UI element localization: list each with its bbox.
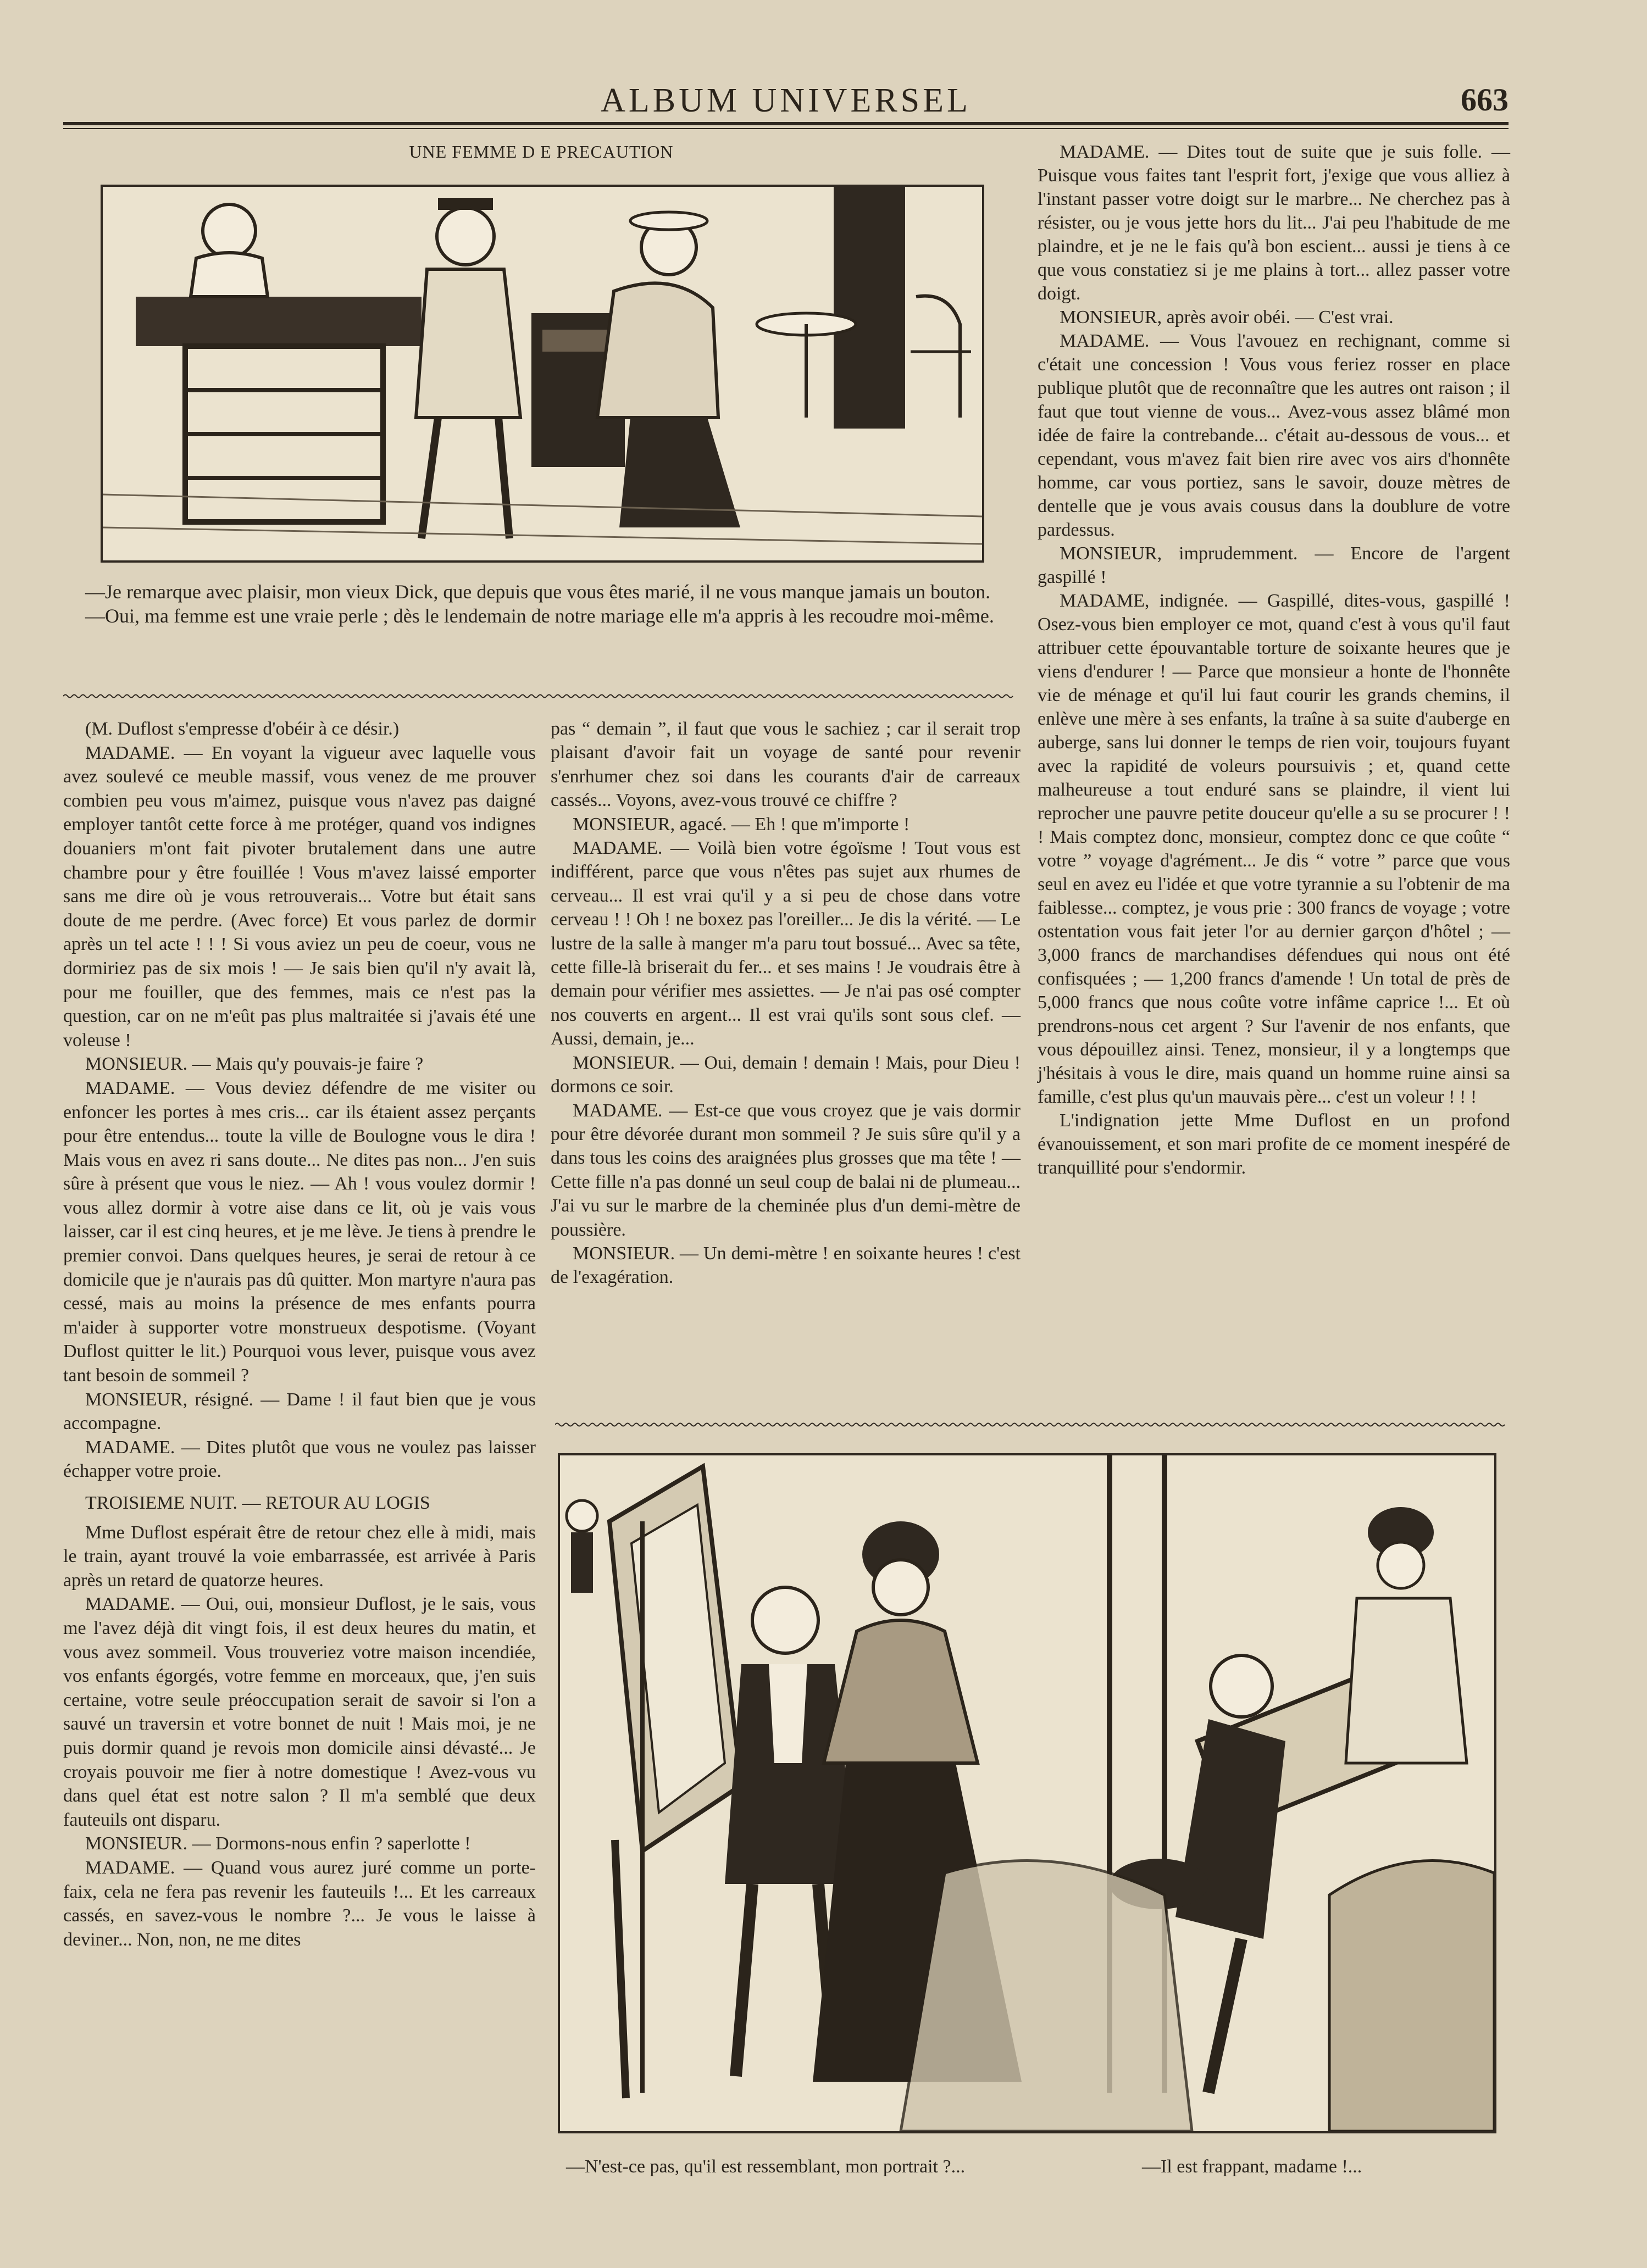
paragraph: MONSIEUR. — Mais qu'y pouvais-je faire ? bbox=[85, 1054, 424, 1075]
paragraph: MADAME. — Vous l'avouez en rechignant, comme si c'était une concession ! Vous vous feriez rosser en place publique plutôt que de reconnaître que les autres ont raison ; il faut que tout vienne de vous... Avez-vous assez blâmé mon idée de faire la contrebande... c'était au-dessous de vous... et cependant, vous m'avez fait bien rire avec vos airs d'honnête homme, car vous portiez, sans le savoir, douze mètres de dentelle que je vous avais cousus dans la doublure de votre pardessus. bbox=[1038, 331, 1510, 540]
section-heading: TROISIEME NUIT. — RETOUR AU LOGIS bbox=[85, 1493, 430, 1513]
paragraph: MONSIEUR, imprudemment. — Encore de l'argent gaspillé ! bbox=[1038, 543, 1510, 587]
masthead-title: ALBUM UNIVERSEL bbox=[601, 82, 971, 119]
ornamental-rule bbox=[555, 1422, 1509, 1427]
masthead-rule-thin bbox=[63, 128, 1509, 129]
cartoon-caption-top bbox=[63, 580, 1008, 628]
paragraph: MONSIEUR, résigné. — Dame ! il faut bien que je vous accompagne. bbox=[63, 1389, 536, 1434]
paragraph: MADAME. — Voilà bien votre égoïsme ! Tout vous est indifférent, parce que vous n'êtes pas sujet aux rhumes de cerveau... Il est vrai qu'il y a si peu de chose dans votre cerveau ! ! Oh ! ne boxez pas l'oreiller... Je dis la vérité. — Le lustre de la salle à manger m'a paru tout bossué... Avec sa tête, cette fille-là briserait du fer... et ses mains ! Je voudrais être à demain pour vérifier mes assiettes. — Je n'ai pas osé compter nos couverts en argent... Il est vrai qu'ils sont sous clef. — Aussi, demain, je... bbox=[551, 838, 1021, 1049]
paragraph: (M. Duflost s'empresse d'obéir à ce désir.) bbox=[85, 719, 400, 739]
ornamental-rule bbox=[63, 693, 1014, 699]
cartoon-title: UNE FEMME D E PRECAUTION bbox=[409, 142, 674, 162]
paragraph: MADAME. — En voyant la vigueur avec laquelle vous avez soulevé ce meuble massif, vous venez de me prouver combien peu vous m'aimez, puisque vous n'avez pas daigné employer tantôt cette force à me protéger, quand vos indignes douaniers m'ont fait pivoter brutalement dans une autre chambre pour y être fouillée ! Vous m'avez laissé emporter sans me dire où je vous retrouverais... Votre but était sans doute de me perdre. (Avec force) Et vous parlez de dormir après un tel acte ! ! ! Si vous aviez un peu de coeur, vous ne dormiriez pas de six mois ! — Je sais bien qu'il n'y avait là, pour me fouiller, que des femmes, mais ce n'est pas la question, car on ne m'eût pas plus maltraitée si j'avais été une voleuse ! bbox=[63, 742, 536, 1050]
caption-line: —Je remarque avec plaisir, mon vieux Dick, que depuis que vous êtes marié, il ne vous manque jamais un bouton. bbox=[85, 581, 991, 603]
paragraph: MONSIEUR. — Un demi-mètre ! en soixante heures ! c'est de l'exagération. bbox=[551, 1243, 1021, 1288]
paragraph: MADAME. — Dites tout de suite que je suis folle. — Puisque vous faites tant l'esprit fort, j'exige que vous alliez à l'instant passer votre doigt sur le marbre... Ne cherchez pas à résister, ou je vous jette hors du lit... J'ai peu l'habitude de me plaindre, et je ne le fais qu'à bon escient... aussi je tiens à ce que vous constatiez si je me plains à tort... allez passer votre doigt. bbox=[1038, 142, 1510, 304]
cartoon-illustration-bottom bbox=[558, 1453, 1496, 2133]
paragraph: MADAME, indignée. — Gaspillé, dites-vous, gaspillé ! Osez-vous bien employer ce mot, quand c'est à vous qu'il faut attribuer cette épouvantable torture de soixante heures que je viens d'endurer ! — Parce que monsieur a honte de l'honnête vie de ménage et qu'il lui faut courir les grands chemins, il enlève une mère à ses enfants, la traîne à sa suite d'auberge en auberge, sans lui donner le temps de rien voir, toujours fuyant avec la rapidité de voleurs poursuivis ; et, quand cette malheureuse a tout enduré sans se plaindre, il vient lui reprocher une pauvre petite douceur qu'elle a su se procurer ! ! ! Mais comptez donc, monsieur, comptez donc ce que coûte “ votre ” voyage d'agrément... Je dis “ votre ” parce que vous seul en avez eu l'idée et que votre tyrannie a su l'obtenir de ma faiblesse... comptez, je vous prie : 300 francs de voyage ; votre ostentation vous fait jeter l'or au dernier garçon d'hôtel ; — 3,000 francs de marchandises défendues qui nous ont été confisquées ; — 1,200 francs d'amende ! Un total de près de 5,000 francs que nous coûte votre infâme caprice !... Et où prendrons-nous cet argent ? Sur l'avenir de nos enfants, que vous dépouillez ainsi. Tenez, monsieur, il y a longtemps que j'hésitais à vous le dire, mais quand un homme ruine ainsi sa famille, c'est plus qu'un mauvais père... c'est un voleur ! ! ! bbox=[1038, 591, 1510, 1107]
paragraph: MONSIEUR. — Dormons-nous enfin ? saperlotte ! bbox=[85, 1833, 471, 1854]
paragraph: MONSIEUR, après avoir obéi. — C'est vrai. bbox=[1060, 307, 1394, 327]
column-right-top bbox=[1038, 140, 1510, 1180]
caption-line: —Oui, ma femme est une vraie perle ; dès le lendemain de notre mariage elle m'a appris à les recoudre moi-même. bbox=[85, 605, 994, 627]
paragraph: MADAME. — Quand vous aurez juré comme un porte-faix, cela ne fera pas revenir les fauteuils !... Et les carreaux cassés, en savez-vous le nombre ?... Je vous le laisse à deviner... Non, non, ne me dites bbox=[63, 1857, 536, 1950]
paragraph: Mme Duflost espérait être de retour chez elle à midi, mais le train, ayant trouvé la voie embarrassée, est arrivée à Paris après un retard de quatorze heures. bbox=[63, 1522, 536, 1591]
paragraph: MADAME. — Oui, oui, monsieur Duflost, je le sais, vous me l'avez déjà dit vingt fois, il est deux heures du matin, et vous avez sommeil. Vous trouveriez votre maison incendiée, vos enfants égorgés, votre femme en morceaux, que, j'en suis certaine, votre seule préoccupation serait de savoir si l'on a sauvé un traversin et votre bonnet de nuit ! Mais moi, je ne puis dormir quand je revois mon domicile ainsi dévasté... Je croyais pouvoir me fier à notre domestique ! Avez-vous vu dans quel état est notre salon ? Il m'a semblé que deux fauteuils ont disparu. bbox=[63, 1594, 536, 1830]
masthead bbox=[63, 77, 1509, 126]
paragraph: pas “ demain ”, il faut que vous le sachiez ; car il serait trop plaisant d'avoir fait un voyage de santé pour revenir s'enrhumer chez soi dans les courants d'air de carreaux cassés... Voyons, avez-vous trouvé ce chiffre ? bbox=[551, 719, 1021, 811]
portrait-studio-drawing bbox=[560, 1455, 1494, 2131]
column-left bbox=[63, 717, 536, 1952]
cafe-scene-drawing bbox=[103, 187, 982, 560]
page-number: 663 bbox=[1461, 82, 1509, 118]
paragraph: MADAME. — Est-ce que vous croyez que je vais dormir pour être dévorée durant mon sommeil ? Je suis sûre qu'il y a dans tous les coins des araignées plus grosses que ma tête ! — Cette fille n'a pas donné un seul coup de balai ni de plumeau... J'ai vu sur le marbre de la cheminée plus d'un demi-mètre de poussière. bbox=[551, 1100, 1021, 1240]
paragraph: MONSIEUR. — Oui, demain ! demain ! Mais, pour Dieu ! dormons ce soir. bbox=[551, 1052, 1021, 1097]
cartoon-caption-left: —N'est-ce pas, qu'il est ressemblant, mon portrait ?... bbox=[566, 2156, 966, 2177]
cartoon-illustration-top bbox=[101, 185, 984, 563]
cartoon-caption-right: —Il est frappant, madame !... bbox=[1142, 2156, 1362, 2177]
paragraph: MONSIEUR, agacé. — Eh ! que m'importe ! bbox=[573, 814, 910, 835]
column-middle bbox=[551, 717, 1021, 1289]
paragraph: L'indignation jette Mme Duflost en un profond évanouissement, et son mari profite de ce moment inespéré de tranquillité pour s'endormir. bbox=[1038, 1110, 1510, 1178]
masthead-rule bbox=[63, 122, 1509, 125]
paragraph: MADAME. — Dites plutôt que vous ne voulez pas laisser échapper votre proie. bbox=[63, 1437, 536, 1482]
paragraph: MADAME. — Vous deviez défendre de me visiter ou enfoncer les portes à mes cris... car ils étaient assez perçants pour être entendus... toute la ville de Boulogne vous le dira ! Mais vous en avez ri sans doute... Ne dites pas non... J'en suis sûre à présent que vous le niez. — Ah ! vous voulez dormir ! vous allez dormir à votre aise dans ce lit, où je vais vous laisser, car il est cinq heures, et je me lève. Je tiens à prendre le premier convoi. Dans quelques heures, je serai de retour à ce domicile que je n'aurais pas dû quitter. Mon martyre n'aura pas cessé, mais au moins la présence de mes enfants pourra m'aider à supporter votre monstrueux despotisme. (Voyant Duflost quitter le lit.) Pourquoi vous lever, puisque vous avez tant besoin de sommeil ? bbox=[63, 1077, 536, 1386]
